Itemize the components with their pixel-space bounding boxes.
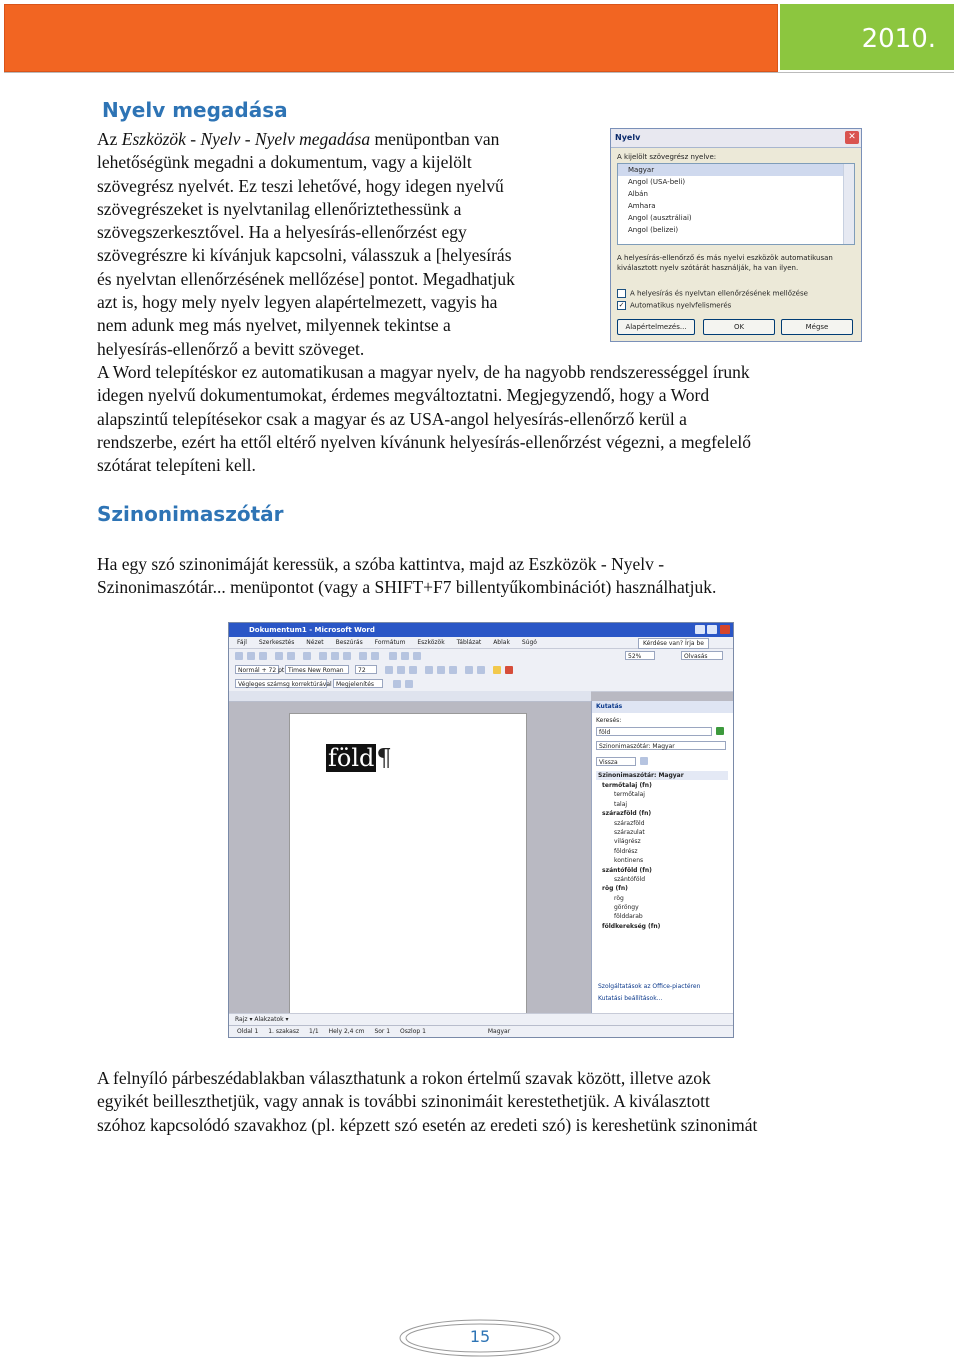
status-language: Magyar (487, 1028, 511, 1035)
p1-line: szövegszerkesztővel. Ha a helyesírás-ellenőrzést egy (97, 222, 467, 243)
office-marketplace-link[interactable]: Szolgáltatások az Office-piactéren (598, 983, 701, 990)
s2p2-line: A felnyíló párbeszédablakban választhatunk a rokon értelmű szavak között, illetve azok (97, 1068, 711, 1088)
copy-icon[interactable] (331, 652, 339, 660)
auto-detect-checkbox[interactable] (617, 301, 731, 310)
font-color-icon[interactable] (505, 666, 513, 674)
menu-item[interactable]: Nézet (306, 639, 324, 646)
research-options-link[interactable]: Kutatási beállítások... (598, 995, 663, 1002)
columns-icon[interactable] (401, 652, 409, 660)
language-item[interactable]: Angol (USA-beli) (628, 178, 686, 186)
result-item[interactable]: földdarab (614, 913, 643, 921)
menu-item[interactable]: Eszközök (417, 639, 445, 646)
result-item[interactable]: kontinens (614, 857, 644, 865)
status-section: 1. szakasz (268, 1028, 300, 1035)
p1-line: és nyelvtan ellenőrzésének mellőzése] pontot. Megadhatjuk (97, 268, 515, 289)
highlighted-word[interactable]: föld (328, 744, 375, 772)
default-button[interactable]: Alapértelmezés... (617, 319, 695, 335)
result-item[interactable]: rög (614, 894, 624, 902)
p1-menu-path: Eszközök - Nyelv - Nyelv megadása (121, 129, 371, 149)
menu-item[interactable]: Táblázat (456, 639, 482, 646)
style-select[interactable]: Normál + 72 pt (235, 665, 279, 674)
section1-paragraph2 (97, 361, 877, 477)
redo-icon[interactable] (371, 652, 379, 660)
p1-line: helyesírás-ellenőrző a bevitt szöveget. (97, 338, 365, 359)
cancel-button[interactable]: Mégse (781, 319, 853, 335)
read-button[interactable]: Olvasás (681, 651, 723, 660)
formatting-toolbar (229, 663, 733, 678)
draw-menu[interactable]: Rajz ▾ Alakzatok ▾ (235, 1016, 289, 1023)
review-mode-select[interactable]: Végleges számsg korrektúrával (235, 679, 327, 688)
word-window-screenshot (228, 622, 734, 1038)
status-position: Hely 2,4 cm (328, 1028, 365, 1035)
page-number: 15 (469, 1327, 491, 1346)
open-icon[interactable] (247, 652, 255, 660)
result-group[interactable]: termőtalaj (fn) (602, 782, 652, 789)
result-item[interactable]: szántóföld (614, 875, 646, 883)
language-item[interactable]: Amhara (628, 202, 656, 210)
word-titlebar (229, 623, 733, 637)
list-scrollbar[interactable] (843, 164, 854, 244)
bullets-icon[interactable] (477, 666, 485, 674)
show-button[interactable]: Megjelenítés (333, 679, 383, 688)
language-item[interactable]: Angol (ausztráliai) (628, 214, 692, 222)
ruler (229, 691, 591, 702)
spelling-icon[interactable] (303, 652, 311, 660)
p2-line: rendszerbe, ezért ha ettől eltérő nyelven kívánunk helyesírás-ellenőrzést végezni, a megfelelő (97, 431, 752, 452)
result-group[interactable]: földkerekség (fn) (602, 922, 661, 930)
zoom-select[interactable]: 52% (625, 651, 655, 660)
dialog-title: Nyelv (615, 133, 641, 142)
s2p2-line: egyikét beilleszthetjük, vagy annak is további szinonimáit kerestethetjük. A kiválasztott (97, 1091, 710, 1112)
ok-button[interactable]: OK (703, 319, 775, 335)
selected-word (326, 744, 392, 772)
results-header: Szinonimaszótár: Magyar (596, 771, 728, 780)
review-prev-icon[interactable] (393, 680, 401, 688)
menu-item[interactable]: Formátum (374, 639, 406, 646)
header-orange-band (4, 4, 778, 72)
status-page: Oldal 1 (237, 1028, 259, 1035)
p2-line: alapszintű telepítésekor csak a magyar és az USA-angol helyesírás-ellenőrző kerül a (97, 408, 687, 429)
section2-paragraph1 (97, 553, 897, 600)
status-pages: 1/1 (309, 1028, 319, 1035)
p1-line: lehetőségünk megadni a dokumentum, vagy a kijelölt (97, 152, 472, 173)
result-group[interactable]: szárazföld (fn) (602, 810, 652, 818)
word-title: Dokumentum1 - Microsoft Word (249, 626, 375, 634)
document-page (289, 713, 527, 1033)
minimize-icon[interactable] (695, 625, 705, 634)
p2-line: A Word telepítéskor ez automatikusan a magyar nyelv, de ha nagyobb rendszerességgel írunk (97, 362, 750, 382)
status-column: Oszlop 1 (400, 1028, 426, 1035)
bold-icon[interactable] (385, 666, 393, 674)
help-search-box[interactable]: Kérdése van? Írja be (638, 638, 709, 649)
checkbox-label: A helyesírás és nyelvtan ellenőrzésének mellőzése (630, 289, 808, 298)
language-dialog (610, 128, 862, 342)
dialog-titlebar (611, 129, 861, 148)
word-menubar (229, 637, 733, 649)
save-icon[interactable] (259, 652, 267, 660)
dialog-note: A helyesírás-ellenőrző és más nyelvi eszközök automatikusan kiválasztott nyelv szótárát használják, ha van ilyen. (617, 254, 833, 272)
align-right-icon[interactable] (449, 666, 457, 674)
menu-item[interactable]: Ablak (493, 639, 510, 646)
result-item[interactable]: termőtalaj (614, 791, 645, 799)
research-pane (591, 701, 734, 1015)
pane-title: Kutatás (592, 701, 734, 713)
close-icon[interactable]: ✕ (845, 131, 859, 144)
new-icon[interactable] (235, 652, 243, 660)
result-item[interactable]: talaj (614, 800, 628, 808)
cut-icon[interactable] (319, 652, 327, 660)
align-center-icon[interactable] (437, 666, 445, 674)
header-year: 2010. (861, 24, 936, 54)
pilcrow: ¶ (376, 744, 392, 772)
standard-toolbar (229, 649, 733, 664)
checkbox-icon[interactable] (617, 289, 626, 298)
status-bar (229, 1025, 733, 1037)
table-icon[interactable] (389, 652, 397, 660)
header-divider (4, 72, 954, 73)
thesaurus-results (596, 781, 728, 931)
p2-line: szótárat telepíteni kell. (97, 455, 256, 476)
print-icon[interactable] (275, 652, 283, 660)
forward-icon[interactable] (640, 757, 648, 765)
back-button[interactable]: Vissza (596, 757, 636, 766)
font-select[interactable]: Times New Roman (285, 665, 349, 674)
language-item[interactable]: Angol (belizei) (628, 226, 679, 234)
p1-line: nem adunk meg más nyelvet, milyennek tekintse a (97, 315, 451, 336)
p1-line: szövegrészre ki kívánjuk kapcsolni, válasszuk a [helyesírás (97, 245, 512, 266)
section2-paragraph2 (97, 1067, 897, 1137)
p2-line: idegen nyelvű dokumentumokat, érdemes megváltoztatni. Megjegyzendő, hogy a Word (97, 385, 710, 406)
size-select[interactable]: 72 (355, 665, 377, 674)
reviewing-toolbar (229, 677, 733, 692)
checkbox-checked-icon[interactable]: ✓ (618, 301, 625, 309)
highlight-icon[interactable] (493, 666, 501, 674)
source-select[interactable]: Szinonimaszótár: Magyar (596, 741, 726, 750)
menu-item[interactable]: Súgó (521, 639, 537, 646)
section1-paragraph1 (97, 128, 597, 361)
section-title-szinonima: Szinonimaszótár (97, 502, 284, 526)
search-go-icon[interactable] (716, 727, 724, 735)
language-list[interactable] (617, 163, 855, 245)
s2-line: Ha egy szó szinonimáját keressük, a szóba kattintva, majd az Eszközök - Nyelv - (97, 554, 665, 574)
result-item[interactable]: szárazulat (614, 828, 645, 836)
s2-line: Szinonimaszótár... menüpontot (vagy a SHIFT+F7 billentyűkombinációt) használhatjuk. (97, 577, 717, 598)
p1-line: szövegrészeket is nyelvtanilag ellenőriztethessünk a (97, 198, 462, 219)
underline-icon[interactable] (409, 666, 417, 674)
status-line: Sor 1 (374, 1028, 391, 1035)
maximize-icon[interactable] (707, 625, 717, 634)
menu-item[interactable]: Fájl (237, 639, 247, 646)
review-next-icon[interactable] (405, 680, 413, 688)
p1-line: azt is, hogy mely nyelv legyen alapértelmezett, vagyis ha (97, 292, 498, 313)
search-label: Keresés: (596, 717, 622, 724)
checkbox-label: Automatikus nyelvfelismerés (630, 301, 732, 310)
result-group[interactable]: rög (fn) (602, 885, 628, 893)
result-group[interactable]: szántóföld (fn) (602, 866, 652, 874)
page-number-badge (398, 1318, 562, 1358)
search-input[interactable]: föld (596, 727, 712, 736)
result-item[interactable]: göröngy (614, 904, 639, 912)
result-item[interactable]: földrész (614, 847, 638, 855)
header-year-box (780, 4, 954, 70)
p1-line: menüpontban van (370, 129, 500, 149)
drawing-icon[interactable] (413, 652, 421, 660)
language-item[interactable]: Magyar (618, 164, 854, 176)
undo-icon[interactable] (359, 652, 367, 660)
align-left-icon[interactable] (425, 666, 433, 674)
p1-lead: Az (97, 129, 122, 149)
paste-icon[interactable] (343, 652, 351, 660)
s2p2-line: szóhoz kapcsolódó szavakhoz (pl. képzett szó esetén az eredeti szó) is kereshetünk szinonimát (97, 1114, 758, 1135)
result-item[interactable]: szárazföld (614, 819, 645, 827)
language-list-label: A kijelölt szövegrész nyelve: (617, 153, 717, 161)
section-title-nyelv: Nyelv megadása (102, 98, 288, 122)
language-item[interactable]: Albán (628, 190, 648, 198)
preview-icon[interactable] (287, 652, 295, 660)
close-icon[interactable] (720, 625, 730, 634)
p1-line: szövegrész nyelvét. Ez teszi lehetővé, hogy idegen nyelvű (97, 175, 504, 196)
menu-item[interactable]: Szerkesztés (258, 639, 295, 646)
skip-spelling-checkbox[interactable] (617, 289, 808, 298)
result-item[interactable]: világrész (614, 838, 641, 846)
numbering-icon[interactable] (465, 666, 473, 674)
menu-item[interactable]: Beszúrás (335, 639, 363, 646)
italic-icon[interactable] (397, 666, 405, 674)
